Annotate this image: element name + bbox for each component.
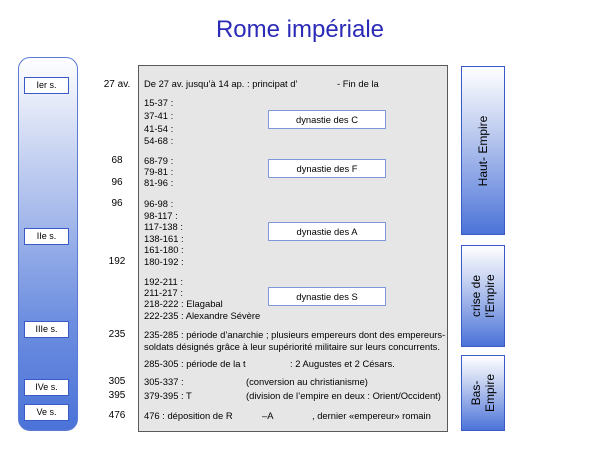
timeline-text: 379-395 : T <box>144 390 192 401</box>
timeline-text: 161-180 : <box>144 244 184 255</box>
timeline-text: –A <box>262 410 274 421</box>
timeline-text: 68-79 : <box>144 155 174 166</box>
timeline-text: : 2 Augustes et 2 Césars. <box>290 358 395 369</box>
period-label <box>469 374 497 412</box>
date-label: 192 <box>108 256 126 267</box>
timeline-text: 305-337 : <box>144 376 184 387</box>
timeline-text: De 27 av. jusqu’à 14 ap. : principat d’ <box>144 78 298 89</box>
dynasty-box: dynastie des S <box>268 287 386 306</box>
dynasty-box: dynastie des A <box>268 222 386 241</box>
timeline-text: 138-161 : <box>144 233 184 244</box>
timeline-text: 211-217 : <box>144 287 183 298</box>
date-label: 27 av. <box>103 79 131 90</box>
timeline-text: 117-138 : <box>144 221 183 232</box>
date-label: 235 <box>108 329 126 340</box>
dynasty-box: dynastie des C <box>268 110 386 129</box>
period-label-line: Bas- <box>469 380 483 406</box>
date-label: 476 <box>108 410 126 421</box>
timeline-text: 192-211 : <box>144 276 183 287</box>
timeline-text: 79-81 : <box>144 166 174 177</box>
timeline-text: 180-192 : <box>144 256 184 267</box>
period-label-line: l’Empire <box>483 274 497 318</box>
period-label-line: Empire <box>483 373 497 413</box>
timeline-text: 218-222 : Elagabal <box>144 298 223 309</box>
century-label: IVe s. <box>24 379 69 396</box>
timeline-text: 15-37 : <box>144 97 174 108</box>
date-label: 68 <box>111 155 123 166</box>
period-bar-crise <box>461 245 505 347</box>
timeline-text: (division de l’empire en deux : Orient/Occident) <box>246 390 441 401</box>
date-label: 96 <box>111 198 123 209</box>
timeline-text: 235-285 : période d’anarchie ; plusieurs empereurs dont des empereurs- <box>144 329 446 340</box>
century-label: IIIe s. <box>24 321 69 338</box>
timeline-text: 98-117 : <box>144 210 178 221</box>
timeline-text: - Fin de la <box>337 78 379 89</box>
century-label: Ve s. <box>24 404 69 421</box>
timeline-text: 96-98 : <box>144 198 174 209</box>
timeline-text: soldats désignés grâce à leur supériorité militaire sur leurs concurrents. <box>144 341 440 352</box>
century-label: Ier s. <box>24 77 69 94</box>
timeline-text: 285-305 : période de la t <box>144 358 246 369</box>
timeline-text: 54-68 : <box>144 135 174 146</box>
century-label: IIe s. <box>24 228 69 245</box>
timeline-text: 37-41 : <box>144 110 174 121</box>
dynasty-box: dynastie des F <box>268 159 386 178</box>
date-label: 305 <box>108 376 126 387</box>
page-title: Rome impériale <box>215 16 385 43</box>
timeline-text: 222-235 : Alexandre Sévère <box>144 310 261 321</box>
timeline-text: , dernier «empereur» romain <box>312 410 431 421</box>
period-bar-haut-empire <box>461 66 505 235</box>
timeline-text: (conversion au christianisme) <box>246 376 368 387</box>
date-label: 395 <box>108 390 126 401</box>
period-label-line: crise de <box>469 274 483 318</box>
date-label: 96 <box>111 177 123 188</box>
timeline-text: 41-54 : <box>144 123 174 134</box>
period-label <box>469 274 497 317</box>
period-bar-bas-empire <box>461 355 505 431</box>
timeline-text: 476 : déposition de R <box>144 410 233 421</box>
period-label: Haut- Empire <box>476 115 490 186</box>
timeline-text: 81-96 : <box>144 177 174 188</box>
